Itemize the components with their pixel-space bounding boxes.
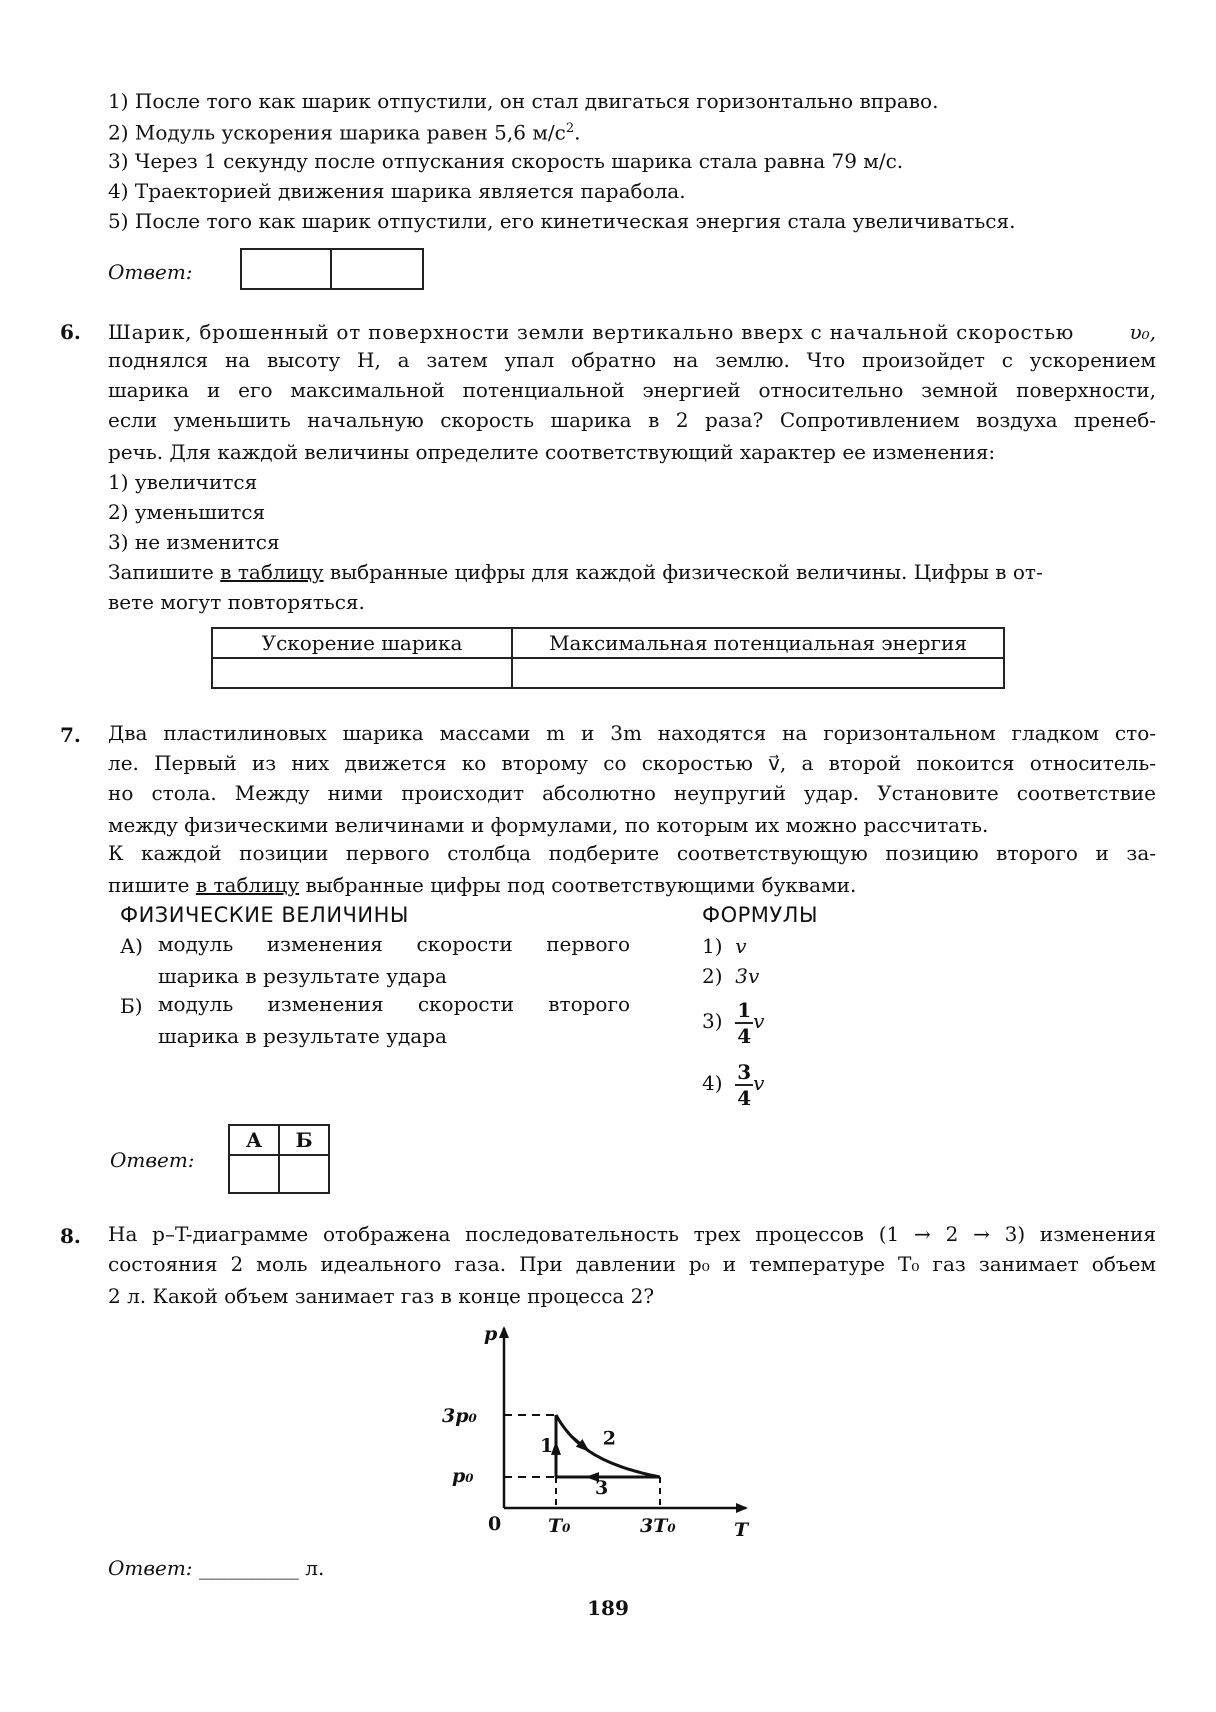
q6-line-2: поднялся на высоту H, а затем упал обратно на землю. Что произойдет с ускорением	[108, 348, 1156, 372]
q8-number: 8.	[60, 1224, 81, 1248]
q7-answer-label: Ответ:	[110, 1148, 195, 1172]
v0-symbol: υ₀,	[1129, 320, 1156, 344]
q5-option-1: 1) После того как шарик отпустили, он стал двигаться горизонтально вправо.	[108, 89, 939, 113]
process-label-1: 1	[540, 1435, 554, 1457]
p-axis-label: p	[484, 1323, 498, 1345]
q6-line-4: если уменьшить начальную скорость шарика в 2 раза? Сопротивлением воздуха пренеб-	[108, 408, 1156, 432]
tick-3t0: 3T₀	[640, 1515, 676, 1537]
q6-instruction-1: Запишите в таблицу выбранные цифры для каждой физической величины. Цифры в от-	[108, 560, 1043, 584]
q7-line-3: но стола. Между ними происходит абсолютно неупругий удар. Установите соответствие	[108, 781, 1156, 805]
q6-answer-cell-energy[interactable]	[512, 658, 1004, 688]
q7-line-5: К каждой позиции первого столбца подберите соответствующую позицию второго и за-	[108, 841, 1156, 865]
process-label-2: 2	[602, 1427, 617, 1450]
q5-option-4: 4) Траекторией движения шарика является парабола.	[108, 179, 686, 203]
q5-option-2: 2) Модуль ускорения шарика равен 5,6 $м/с^2$.	[108, 120, 581, 145]
q7-formula-2: 2) 3v	[702, 964, 760, 988]
q6-line-1: Шарик, брошенный от поверхности земли вертикально вверх с начальной скоростью υ₀,	[108, 320, 1156, 344]
tick-p0: p₀	[452, 1465, 474, 1487]
q7-col2-header: ФОРМУЛЫ	[702, 903, 819, 927]
q5-answer-label: Ответ:	[108, 260, 193, 284]
q6-answer-cell-acceleration[interactable]	[212, 658, 512, 688]
q7-item-a-line1: модуль изменения скорости первого	[158, 932, 630, 956]
q5-option-3: 3) Через 1 секунду после отпускания скорость шарика стала равна 79 м/с.	[108, 149, 904, 173]
q6-instruction-2: вете могут повторяться.	[108, 590, 365, 614]
process-label-3: 3	[595, 1477, 609, 1500]
q8-line-2: состояния 2 моль идеального газа. При давлении p₀ и температуре T₀ газ занимает объем	[108, 1252, 1156, 1276]
q7-line-6: пишите в таблицу выбранные цифры под соответствующими буквами.	[108, 873, 857, 897]
q6-choice-2: 2) уменьшится	[108, 500, 266, 524]
q7-item-a-line2: шарика в результате удара	[158, 964, 447, 988]
q6-line-5: речь. Для каждой величины определите соответствующий характер ее изменения:	[108, 440, 996, 464]
q6-number: 6.	[60, 320, 81, 344]
q6-answer-table	[211, 627, 1005, 689]
q7-col1-header: ФИЗИЧЕСКИЕ ВЕЛИЧИНЫ	[120, 903, 409, 927]
q5-answer-cell-1[interactable]	[240, 248, 332, 290]
q7-item-a-letter: А)	[120, 934, 143, 958]
q5-answer-cell-2[interactable]	[330, 248, 424, 290]
t-axis-label: T	[734, 1519, 749, 1541]
q7-formula-3: 3) $\frac{1}{4}$ v	[702, 997, 765, 1048]
pt-diagram	[440, 1318, 780, 1548]
process-2-arrow	[572, 1436, 589, 1450]
q6-choice-3: 3) не изменится	[108, 530, 280, 554]
q7-answer-cell-a[interactable]	[229, 1155, 279, 1193]
tick-t0: T₀	[548, 1515, 571, 1537]
q7-answer-cell-b[interactable]	[279, 1155, 329, 1193]
q7-line-4: между физическими величинами и формулами, по которым их можно рассчитать.	[108, 813, 989, 837]
q7-formula-1: 1) v	[702, 934, 747, 958]
q5-option-5: 5) После того как шарик отпустили, его кинетическая энергия стала увеличиваться.	[108, 209, 1016, 233]
q7-item-b-line1: модуль изменения скорости второго	[158, 992, 630, 1016]
q6-table-header-acceleration: Ускорение шарика	[212, 628, 512, 658]
q7-answer-header-a: А	[229, 1125, 279, 1155]
q8-line-1: На p–T-диаграмме отображена последовательность трех процессов (1 → 2 → 3) изменения	[108, 1222, 1156, 1246]
q8-line-3: 2 л. Какой объем занимает газ в конце процесса 2?	[108, 1284, 655, 1308]
q8-answer-line: Ответ: __________ л.	[108, 1556, 325, 1580]
q6-line-3: шарика и его максимальной потенциальной энергией относительно земной поверхности,	[108, 378, 1156, 402]
q6-choice-1: 1) увеличится	[108, 470, 258, 494]
q8-answer-blank[interactable]: __________	[198, 1556, 299, 1580]
q7-number: 7.	[60, 723, 81, 747]
q7-item-b-line2: шарика в результате удара	[158, 1024, 447, 1048]
q7-line-2: ле. Первый из них движется ко второму со скоростью v⃗, а второй покоится относитель-	[108, 751, 1156, 775]
q7-formula-4: 4) $\frac{3}{4}$ v	[702, 1059, 765, 1110]
page-number: 189	[587, 1596, 629, 1620]
q6-table-header-energy: Максимальная потенциальная энергия	[512, 628, 1004, 658]
tick-3p0: 3p₀	[442, 1405, 477, 1427]
q7-answer-header-b: Б	[279, 1125, 329, 1155]
q7-item-b-letter: Б)	[120, 994, 143, 1018]
origin-label: 0	[488, 1513, 502, 1535]
q7-answer-table	[228, 1124, 330, 1194]
q7-line-1: Два пластилиновых шарика массами m и 3m находятся на горизонтальном гладком сто-	[108, 721, 1156, 745]
